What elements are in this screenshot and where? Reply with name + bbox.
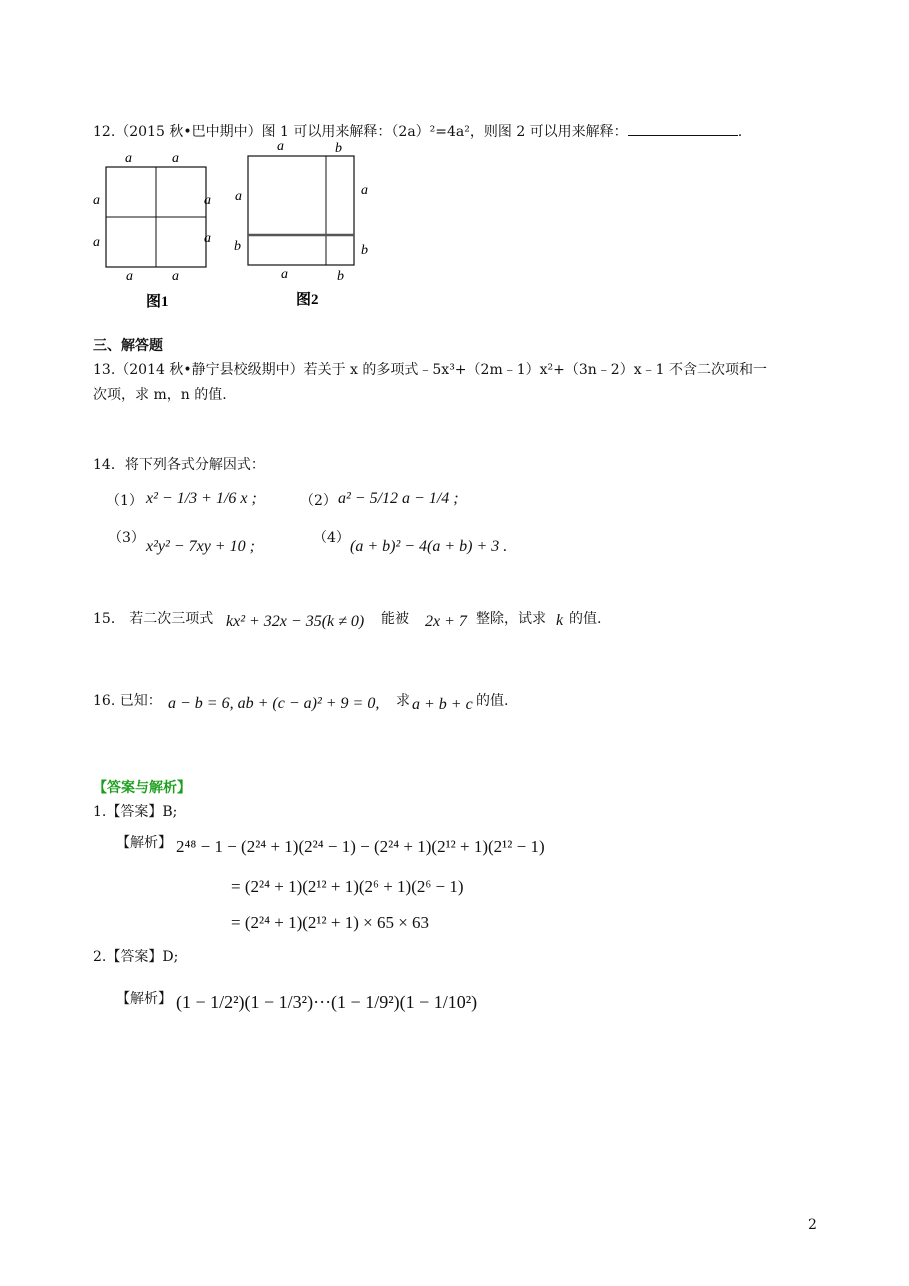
- fig2-label-right-b: b: [361, 243, 368, 258]
- fig2-label-right-a: a: [361, 183, 368, 198]
- answer2-analysis-label: 【解析】: [116, 991, 172, 1007]
- q16-mid: 求: [396, 693, 410, 709]
- fig2-label-top-b: b: [335, 141, 342, 156]
- q15-mid: 能被: [381, 611, 409, 627]
- q13-line2: 次项，求 m，n 的值.: [93, 387, 227, 403]
- fig2-label-top-a: a: [277, 139, 284, 154]
- fig2-square: [248, 156, 354, 265]
- q13-line1: 13.（2014 秋•静宁县校级期中）若关于 x 的多项式﹣5x³+（2m﹣1）x²+（3n﹣2）x﹣1 不含二次项和一: [93, 362, 767, 378]
- fig1-label-right-1: a: [204, 193, 211, 208]
- fig2-label-left-b: b: [234, 239, 241, 254]
- q15-expr2: 2x + 7: [425, 613, 467, 630]
- q16-end: 的值.: [476, 693, 509, 709]
- q16-pre: 16. 已知：: [93, 693, 162, 709]
- q16-expr2: a + b + c: [412, 696, 473, 713]
- fig1-label-bottom-1: a: [126, 269, 133, 284]
- q14-part3-label: （3）: [108, 530, 145, 546]
- q16-expr1: a − b = 6, ab + (c − a)² + 9 = 0,: [168, 695, 380, 712]
- fig1-label-bottom-2: a: [172, 269, 179, 284]
- section-title: 三、解答题: [93, 338, 163, 354]
- figure-1: [88, 146, 228, 314]
- answer1-line2: = (2²⁴ + 1)(2¹² + 1)(2⁶ + 1)(2⁶ − 1): [231, 877, 464, 896]
- q14-part1-label: （1）: [106, 493, 143, 509]
- fig2-caption: 图2: [296, 292, 319, 308]
- answer2-expr: (1 − 1/2²)(1 − 1/3²)···(1 − 1/9²)(1 − 1/10²): [176, 992, 478, 1012]
- q14-part4-label: （4）: [313, 530, 350, 546]
- q14-part4-expr: (a + b)² − 4(a + b) + 3 .: [350, 538, 508, 555]
- page-number: 2: [808, 1217, 817, 1233]
- q15-end: 的值.: [569, 611, 602, 627]
- answer2-label: 2.【答案】D;: [93, 949, 179, 965]
- fig2-label-bottom-a: a: [281, 267, 288, 282]
- q14-title: 14．将下列各式分解因式：: [93, 457, 265, 473]
- fig1-caption: 图1: [146, 294, 169, 310]
- answer1-label: 1.【答案】B;: [93, 804, 178, 820]
- fig2-label-bottom-b: b: [337, 269, 344, 284]
- answer1-analysis-label: 【解析】: [116, 835, 172, 851]
- q12-answer-blank: [628, 123, 738, 136]
- answer1-line1: 2⁴⁸ − 1 − (2²⁴ + 1)(2²⁴ − 1) − (2²⁴ + 1)(2¹² + 1)(2¹² − 1): [176, 837, 545, 856]
- answer1-line3: = (2²⁴ + 1)(2¹² + 1) × 65 × 63: [231, 913, 430, 932]
- fig1-label-right-2: a: [204, 231, 211, 246]
- q15-post: 整除，试求: [476, 611, 546, 627]
- q12-text: [93, 123, 742, 141]
- q15-pre: 15． 若二次三项式: [93, 611, 214, 627]
- q14-part3-expr: x²y² − 7xy + 10 ;: [146, 538, 255, 555]
- q15-expr1: kx² + 32x − 35(k ≠ 0): [226, 613, 365, 630]
- fig1-label-left-2: a: [93, 235, 100, 250]
- figure-2: [228, 138, 378, 314]
- fig1-label-top-2: a: [172, 151, 179, 166]
- q15-k: k: [556, 612, 564, 629]
- fig2-label-left-a: a: [235, 189, 242, 204]
- fig1-label-left-1: a: [93, 193, 100, 208]
- q12-end: .: [737, 124, 743, 140]
- answers-title: 【答案与解析】: [93, 780, 191, 796]
- q14-part2-expr: a² − 5/12 a − 1/4 ;: [338, 490, 459, 507]
- fig1-label-top-1: a: [125, 151, 132, 166]
- q14-part1-expr: x² − 1/3 + 1/6 x ;: [146, 490, 257, 507]
- q14-part2-label: （2）: [300, 493, 337, 509]
- q12-stem: 12.（2015 秋•巴中期中）图 1 可以用来解释：（2a）²=4a²，则图 2 可以用来解释：: [93, 124, 628, 140]
